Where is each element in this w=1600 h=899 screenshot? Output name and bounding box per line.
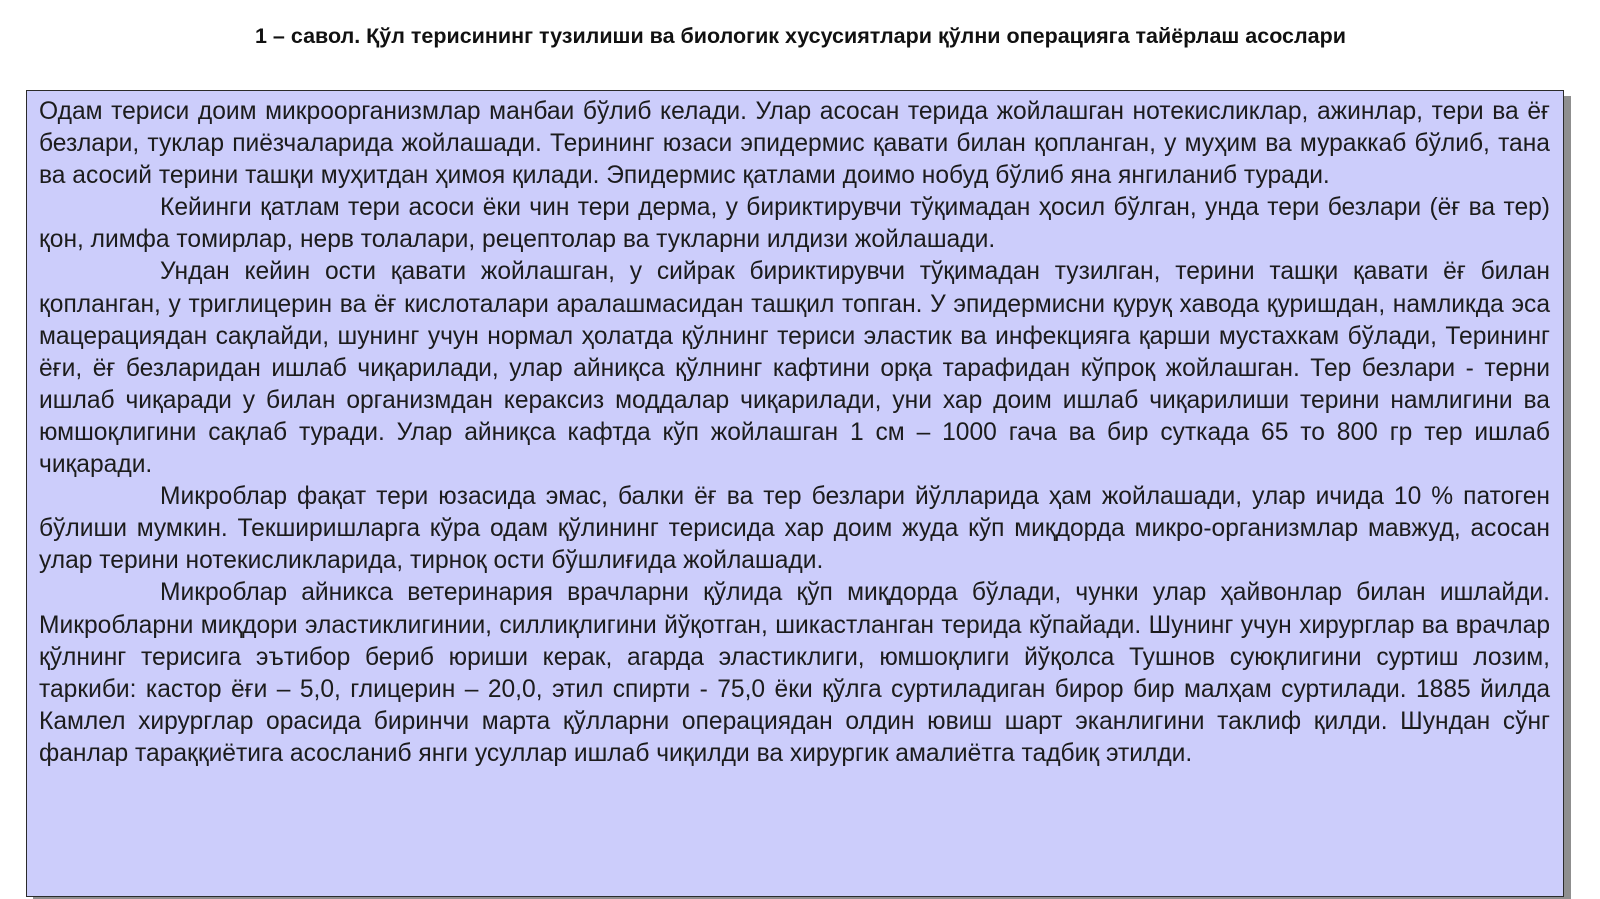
paragraph-microbes: Микроблар фақат тери юзасида эмас, балки ёғ ва тер безлари йўлларида ҳам жойлашади, улар ичида 10 % патоген бўлиши мумкин. Текширишларга кўра одам қўлининг терисида хар доим жуда кўп миқдорда микро-организмлар мавжуд, асосан улар терини нотекисликларида, тирноқ ости бўшлиғида жойлашади. bbox=[39, 483, 1550, 575]
paragraph-subcutaneous: Ундан кейин ости қавати жойлашган, у сийрак бириктирувчи тўқимадан тузилган, терини ташқи қавати ёғ билан қопланган, у триглицерин ва ёғ кислоталари аралашмасидан ташқил топган. У эпидермисни қуруқ хавода қуришдан, намликда эса мацерациядан сақлайди, шунинг учун нормал ҳолатда қўлнинг териси эластик ва инфекцияга қарши мустахкам бўлади, Терининг ёғи, ёғ безларидан ишлаб чиқарилади, улар айниқса қўлнинг кафтини орқа тарафидан кўпроқ жойлашган. Тер безлари - терни ишлаб чиқаради у билан организмдан кераксиз моддалар чиқарилади, уни хар доим ишлаб чиқарилиши терини намлигини ва юмшоқлигини сақлаб туради. Улар айниқса кафтда кўп жойлашган 1 см – 1000 гача ва бир суткада 65 то 800 гр тер ишлаб чиқаради. bbox=[39, 258, 1550, 479]
paragraph-epidermis: Одам териси доим микроорганизмлар манбаи бўлиб келади. Улар асосан терида жойлашган нотекисликлар, ажинлар, тери ва ёғ безлари, туклар пиёзчаларида жойлашади. Терининг юзаси эпидермис қавати билан қопланган, у муҳим ва мураккаб бўлиб, тана ва асосий терини ташқи муҳитдан ҳимоя қилади. Эпидермис қатлами доимо нобуд бўлиб яна янгиланиб туради. bbox=[39, 98, 1550, 190]
paragraph-dermis: Кейинги қатлам тери асоси ёки чин тери дерма, у бириктирувчи тўқимадан ҳосил бўлган, унда тери безлари (ёғ ва тер) қон, лимфа томирлар, нерв толалари, рецептолар ва тукларни илдизи жойлашади. bbox=[39, 194, 1550, 254]
paragraph-hand-care: Микроблар айникса ветеринария врачларни қўлида қўп миқдорда бўлади, чунки улар ҳайвонлар билан ишлайди. Микробларни миқдори эластиклигинии, силлиқлигини йўқотган, шикастланган терида кўпайади. Шунинг учун хирурглар ва врачлар қўлнинг терисига эътибор бериб юриши керак, агарда эластиклиги, юмшоқлиги йўқолса Тушнов суюқлигини суртиш лозим, таркиби: кастор ёғи – 5,0, глицерин – 20,0, этил спирти - 75,0 ёки қўлга суртиладиган бирор бир малҳам суртилади. 1885 йилда Камлел хирурглар орасида биринчи марта қўлларни операциядан олдин ювиш шарт эканлигини таклиф қилди. Шундан сўнг фанлар тараққиётига асосланиб янги усуллар ишлаб чиқилди ва хирургик амалиётга тадбиқ этилди. bbox=[39, 579, 1550, 767]
slide-title: 1 – савол. Қўл терисининг тузилиши ва биологик хусусиятлари қўлни операцияга тайёрлаш асослари bbox=[255, 24, 1346, 48]
content-box bbox=[26, 90, 1564, 897]
